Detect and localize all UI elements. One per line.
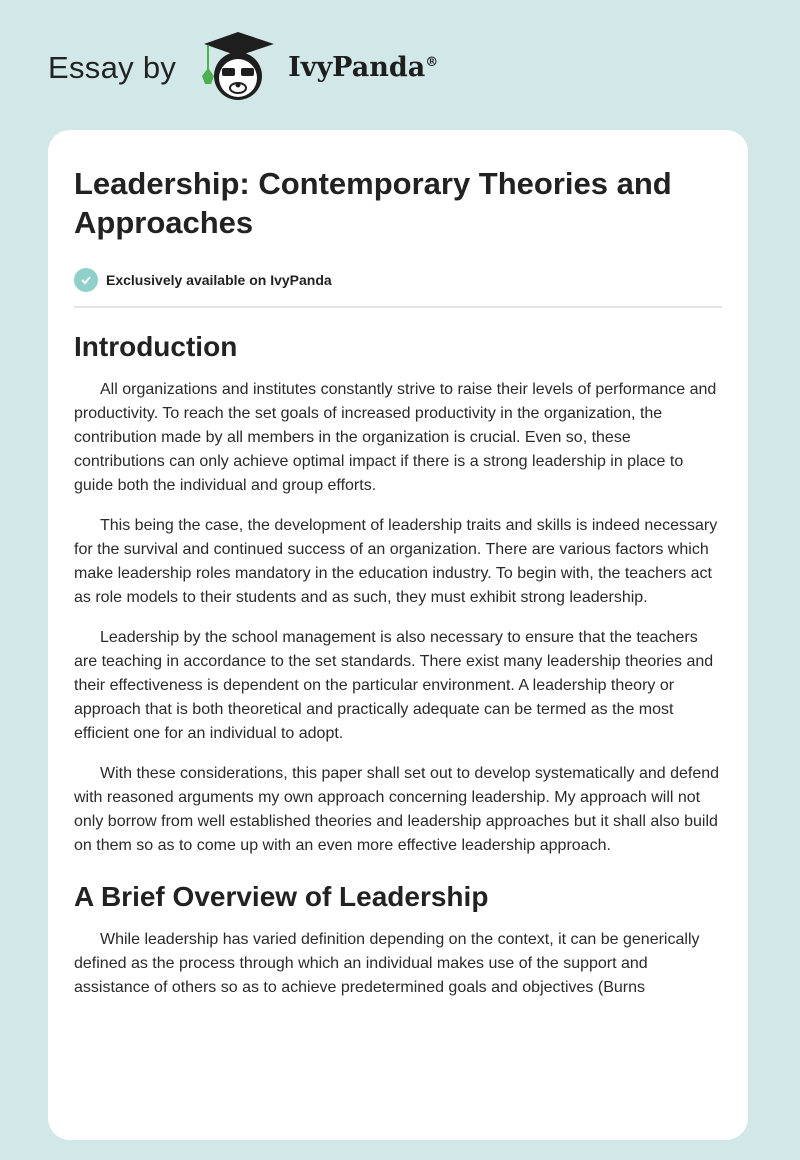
essay-title: Leadership: Contemporary Theories and Approaches (74, 166, 672, 240)
paragraph: With these considerations, this paper shall set out to develop systematically and defend with reasoned arguments my own approach concerning leadership. My approach will not only borrow from well established theories and leadership approaches but it shall also build on them so as to come up with an even more effective leadership approach. (74, 765, 720, 854)
site-header (48, 30, 438, 105)
paragraph: While leadership has varied definition depending on the context, it can be generically defined as the process through which an individual makes use of the support and assistance of others so as to achieve predetermined goals and objectives (Burns (74, 931, 700, 996)
paragraph: This being the case, the development of leadership traits and skills is indeed necessary for the survival and continued success of an organization. There are various factors which make leadership roles mandatory in the education industry. To begin with, the teachers act as role models to their students and as such, they must exhibit strong leadership. (74, 517, 718, 606)
section-heading: A Brief Overview of Leadership (74, 881, 489, 912)
essay-by-label: Essay by (48, 49, 177, 85)
check-icon (74, 268, 98, 292)
panda-logo-icon (194, 30, 282, 105)
badge-text: Exclusively available on IvyPanda (106, 272, 332, 288)
exclusive-badge (74, 268, 722, 292)
brand-name: IvyPanda® (288, 52, 439, 83)
divider (74, 306, 722, 308)
paragraph: All organizations and institutes constantly strive to raise their levels of performance and productivity. To reach the set goals of increased productivity in the organization, the contribution made by all members in the organization is crucial. Even so, these contributions can only achieve optimal impact if there is a strong leadership in place to guide both the individual and group efforts. (74, 381, 717, 494)
section-heading: Introduction (74, 331, 238, 362)
essay-card (48, 130, 748, 1140)
paragraph: Leadership by the school management is also necessary to ensure that the teachers are teaching in accordance to the set standards. There exist many leadership theories and their effectiveness is dependent on the particular environment. A leadership theory or approach that is both theoretical and practically adequate can be termed as the most efficient one for an individual to adopt. (74, 629, 714, 742)
